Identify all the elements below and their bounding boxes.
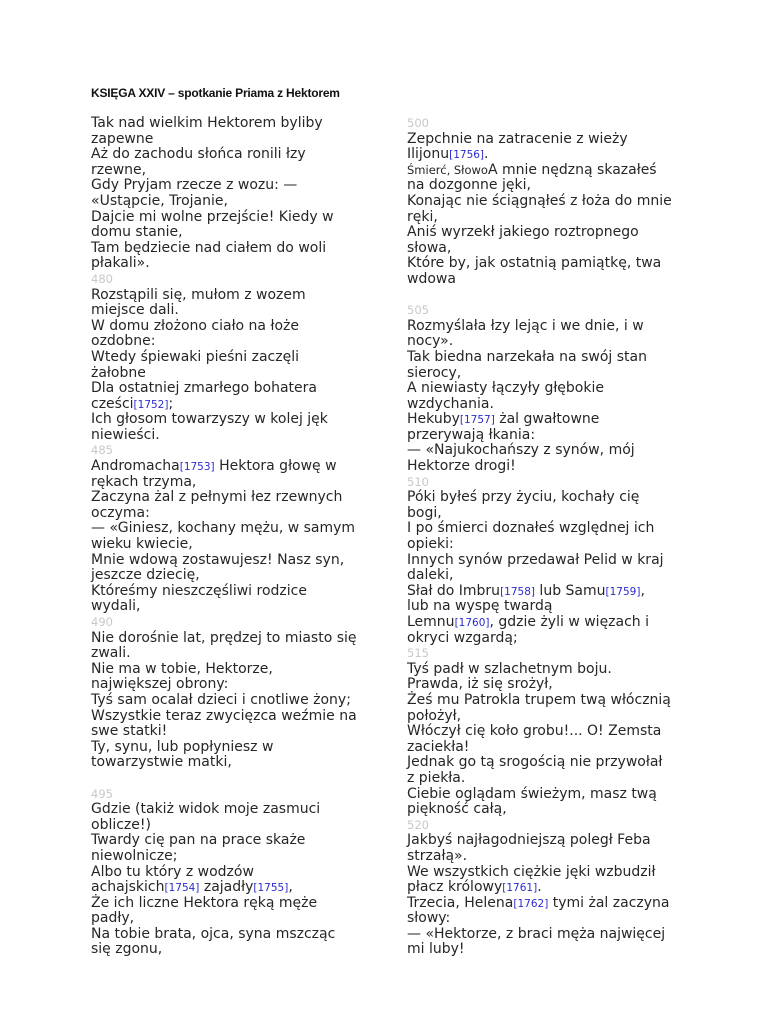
verse-line bbox=[91, 350, 371, 366]
verse-text: Trzecia, Helena bbox=[407, 894, 514, 911]
verse-text: Że ich liczne Hektora ręką męże bbox=[91, 894, 318, 911]
verse-line bbox=[407, 350, 687, 366]
verse-text: Dla ostatniej zmarłego bohatera bbox=[91, 380, 317, 397]
verse-text: Andromacha bbox=[91, 458, 180, 475]
verse-text: Aż do zachodu słońca ronili łzy bbox=[91, 146, 306, 163]
verse-line bbox=[91, 521, 371, 537]
footnote-ref[interactable]: [1762] bbox=[513, 897, 549, 910]
verse-line bbox=[407, 740, 687, 756]
verse-line bbox=[407, 288, 687, 304]
verse-line bbox=[407, 927, 687, 943]
verse-line bbox=[91, 397, 371, 413]
verse-text: piękność całą, bbox=[407, 801, 507, 818]
verse-line bbox=[407, 709, 687, 725]
verse-text: Ciebie oglądam świeżym, masz twą bbox=[407, 785, 657, 802]
verse-line bbox=[407, 272, 687, 288]
verse-text: — «Najukochańszy z synów, mój bbox=[407, 442, 635, 459]
verse-text: rękach trzyma, bbox=[91, 473, 197, 490]
verse-line bbox=[407, 490, 687, 506]
verse-text: przerywają łkania: bbox=[407, 426, 536, 443]
verse-line bbox=[91, 116, 371, 132]
verse-line bbox=[407, 599, 687, 615]
verse-text: się zgonu, bbox=[91, 941, 163, 958]
verse-text: Któreśmy nieszczęśliwi rodzice bbox=[91, 582, 307, 599]
verse-line bbox=[91, 584, 371, 600]
verse-text: Włóczył cię koło grobu!... O! Zemsta bbox=[407, 723, 662, 740]
right-column bbox=[407, 116, 687, 958]
verse-text: niewieści. bbox=[91, 426, 160, 443]
verse-text: żałobne bbox=[91, 364, 146, 381]
verse-line bbox=[91, 755, 371, 771]
verse-line bbox=[407, 880, 687, 896]
verse-text: . bbox=[537, 879, 542, 896]
verse-text: Hektorze drogi! bbox=[407, 458, 516, 475]
verse-text: . bbox=[484, 146, 489, 163]
section-title: KSIĘGA XXIV – spotkanie Priama z Hektorem bbox=[91, 86, 340, 100]
verse-text: I po śmierci doznałeś względnej ich bbox=[407, 520, 655, 537]
verse-text: «Ustąpcie, Trojanie, bbox=[91, 192, 228, 209]
verse-line bbox=[91, 319, 371, 335]
verse-line bbox=[407, 942, 687, 958]
verse-text: z piekła. bbox=[407, 769, 466, 786]
verse-line bbox=[407, 225, 687, 241]
verse-line bbox=[91, 210, 371, 226]
verse-line bbox=[91, 896, 371, 912]
verse-line bbox=[91, 677, 371, 693]
verse-text: , gdzie żyli w więzach i bbox=[489, 614, 650, 630]
verse-line bbox=[407, 381, 687, 397]
verse-text: rzewne, bbox=[91, 161, 147, 178]
verse-text: okryci wzgardą; bbox=[407, 629, 518, 646]
verse-line bbox=[91, 412, 371, 428]
verse-text: Wtedy śpiewaki pieśni zaczęli bbox=[91, 348, 299, 365]
verse-text: zwali. bbox=[91, 645, 131, 662]
verse-line bbox=[91, 288, 371, 304]
verse-text: bogi, bbox=[407, 504, 442, 521]
verse-line bbox=[407, 911, 687, 927]
verse-text: cześci bbox=[91, 395, 134, 412]
verse-line bbox=[407, 787, 687, 803]
verse-text: sierocy, bbox=[407, 364, 462, 381]
verse-text: wzdychania. bbox=[407, 395, 494, 412]
verse-text: Konając nie ściągnąłeś z łoża do mnie bbox=[407, 192, 672, 209]
verse-text: jeszcze dziecię, bbox=[91, 567, 200, 584]
verse-text: towarzystwie matki, bbox=[91, 754, 232, 771]
verse-line bbox=[91, 865, 371, 881]
verse-line bbox=[407, 771, 687, 787]
verse-line bbox=[407, 194, 687, 210]
verse-line bbox=[91, 833, 371, 849]
verse-text: W domu złożono ciało na łoże bbox=[91, 317, 299, 334]
footnote-ref[interactable]: [1753] bbox=[179, 461, 215, 474]
verse-line bbox=[91, 802, 371, 818]
line-number: 520 bbox=[407, 817, 429, 832]
verse-text: wdowa bbox=[407, 270, 456, 287]
verse-line bbox=[91, 631, 371, 647]
verse-line bbox=[91, 132, 371, 148]
verse-line bbox=[407, 553, 687, 569]
verse-line bbox=[91, 662, 371, 678]
verse-line bbox=[407, 521, 687, 537]
verse-line bbox=[407, 896, 687, 912]
verse-line bbox=[407, 256, 687, 272]
verse-line bbox=[91, 849, 371, 865]
verse-text: Ilijonu bbox=[407, 146, 450, 163]
footnote-ref[interactable]: [1754] bbox=[164, 882, 200, 895]
verse-line bbox=[407, 334, 687, 350]
verse-text: Które by, jak ostatnią pamiątkę, twa bbox=[407, 255, 662, 272]
verse-text: wydali, bbox=[91, 598, 141, 615]
verse-line bbox=[91, 553, 371, 569]
verse-text: Ty, synu, lub popłyniesz w bbox=[91, 738, 274, 755]
verse-text: słowy: bbox=[407, 910, 451, 927]
verse-line bbox=[91, 428, 371, 444]
verse-line bbox=[407, 724, 687, 740]
footnote-ref[interactable]: [1760] bbox=[454, 617, 490, 629]
verse-text: Tyś padł w szlachetnym boju. bbox=[407, 660, 612, 677]
verse-text: ; bbox=[168, 395, 174, 412]
left-column bbox=[91, 116, 371, 958]
verse-line bbox=[407, 615, 687, 631]
verse-text: , bbox=[640, 582, 645, 599]
verse-line bbox=[91, 911, 371, 927]
verse-line bbox=[407, 412, 687, 428]
verse-text: Nie ma w tobie, Hektorze, bbox=[91, 660, 273, 677]
verse-text: Tak biedna narzekała na swój stan bbox=[407, 348, 647, 365]
verse-text: tymi żal zaczyna bbox=[548, 894, 670, 911]
verse-line bbox=[407, 178, 687, 194]
verse-line bbox=[407, 537, 687, 553]
footnote-ref[interactable]: [1759] bbox=[605, 585, 641, 598]
verse-text: Póki byłeś przy życiu, kochały cię bbox=[407, 489, 640, 506]
verse-text: Zepchnie na zatracenie z wieży bbox=[407, 130, 628, 147]
verse-text: , bbox=[288, 879, 293, 896]
line-number: 480 bbox=[91, 271, 113, 286]
verse-text: Tak nad wielkim Hektorem byliby bbox=[91, 115, 323, 131]
verse-text: daleki, bbox=[407, 567, 454, 584]
verse-text: Aniś wyrzekł jakiego roztropnego bbox=[407, 224, 639, 241]
verse-line bbox=[407, 428, 687, 444]
verse-line bbox=[91, 178, 371, 194]
verse-line bbox=[91, 646, 371, 662]
verse-text: — «Giniesz, kochany mężu, w samym bbox=[91, 520, 356, 537]
verse-text: ręki, bbox=[407, 208, 438, 225]
verse-text: oczyma: bbox=[91, 504, 150, 521]
verse-text: płakali». bbox=[91, 255, 150, 272]
verse-text: niewolnicze; bbox=[91, 847, 178, 864]
verse-line bbox=[407, 584, 687, 600]
verse-line bbox=[91, 366, 371, 382]
verse-text: zajadły bbox=[199, 879, 254, 896]
verse-line bbox=[91, 459, 371, 475]
verse-line bbox=[91, 927, 371, 943]
verse-line bbox=[91, 568, 371, 584]
verse-text: oblicze!) bbox=[91, 816, 151, 833]
verse-text: Gdzie (takiż widok moje zasmuci bbox=[91, 801, 321, 818]
verse-line bbox=[91, 506, 371, 522]
verse-line bbox=[407, 319, 687, 335]
verse-line bbox=[407, 163, 687, 179]
verse-line bbox=[407, 693, 687, 709]
verse-line bbox=[407, 849, 687, 865]
verse-text: strzałą». bbox=[407, 847, 468, 864]
verse-line bbox=[407, 833, 687, 849]
verse-text: Mnie wdową zostawujesz! Nasz syn, bbox=[91, 551, 345, 568]
verse-text: A niewiasty łączyły głębokie bbox=[407, 380, 604, 397]
verse-line bbox=[91, 490, 371, 506]
footnote-ref[interactable]: [1755] bbox=[253, 882, 289, 895]
verse-line bbox=[407, 662, 687, 678]
verse-text: lub na wyspę twardą bbox=[407, 598, 553, 615]
verse-text: płacz królowy bbox=[407, 879, 503, 896]
verse-text: ozdobne: bbox=[91, 333, 156, 350]
verse-text: położył, bbox=[407, 707, 462, 724]
verse-line bbox=[91, 241, 371, 257]
verse-line bbox=[91, 147, 371, 163]
verse-text: największej obrony: bbox=[91, 676, 229, 693]
verse-line bbox=[91, 256, 371, 272]
line-number: 510 bbox=[407, 474, 429, 489]
verse-text: Rozstąpili się, mułom z wozem bbox=[91, 286, 306, 303]
verse-text: Żeś mu Patrokla trupem twą włócznią bbox=[407, 691, 671, 708]
line-number: 500 bbox=[407, 116, 429, 130]
verse-text: Lemnu bbox=[407, 614, 455, 630]
verse-line bbox=[91, 475, 371, 491]
verse-line bbox=[91, 693, 371, 709]
verse-line bbox=[91, 381, 371, 397]
verse-text: Śmierć, Słowo bbox=[407, 162, 488, 177]
verse-text: — «Hektorze, z braci męża najwięcej bbox=[407, 925, 666, 942]
verse-line bbox=[91, 225, 371, 241]
verse-line bbox=[407, 210, 687, 226]
line-number: 485 bbox=[91, 443, 113, 458]
verse-text: padły, bbox=[91, 910, 135, 927]
verse-line bbox=[91, 163, 371, 179]
verse-line bbox=[91, 880, 371, 896]
verse-text: Słał do Imbru bbox=[407, 582, 501, 599]
verse-text: Hekuby bbox=[407, 411, 460, 428]
verse-line bbox=[91, 334, 371, 350]
verse-text: zapewne bbox=[91, 130, 154, 147]
verse-text: Zaczyna żal z pełnymi łez rzewnych bbox=[91, 489, 343, 506]
verse-text: na dozgonne jęki, bbox=[407, 177, 531, 194]
verse-text: zaciekła! bbox=[407, 738, 470, 755]
verse-line bbox=[407, 459, 687, 475]
verse-text: Na tobie brata, ojca, syna mszcząc bbox=[91, 925, 336, 942]
line-number: 495 bbox=[91, 786, 113, 801]
verse-text: Ich głosom towarzyszy w kolej jęk bbox=[91, 411, 328, 428]
line-number: 505 bbox=[407, 303, 429, 318]
line-number: 490 bbox=[91, 615, 113, 629]
verse-text: słowa, bbox=[407, 239, 452, 256]
verse-line bbox=[91, 724, 371, 740]
verse-line bbox=[91, 740, 371, 756]
verse-text: mi luby! bbox=[407, 941, 465, 958]
verse-line bbox=[407, 802, 687, 818]
verse-line bbox=[407, 506, 687, 522]
verse-text: Innych synów przedawał Pelid w kraj bbox=[407, 551, 664, 568]
verse-text: domu stanie, bbox=[91, 224, 183, 241]
verse-text: opieki: bbox=[407, 536, 454, 553]
footnote-ref[interactable]: [1752] bbox=[133, 398, 169, 411]
verse-line bbox=[91, 818, 371, 834]
verse-line bbox=[91, 599, 371, 615]
verse-line bbox=[407, 755, 687, 771]
verse-line bbox=[407, 865, 687, 881]
footnote-ref[interactable]: [1758] bbox=[500, 585, 535, 598]
footnote-ref[interactable]: [1756] bbox=[449, 149, 485, 162]
verse-text: Gdy Pryjam rzecze z wozu: — bbox=[91, 177, 298, 194]
verse-text: Dajcie mi wolne przejście! Kiedy w bbox=[91, 208, 334, 225]
verse-text: Rozmyślała łzy lejąc i we dnie, i w bbox=[407, 317, 644, 334]
footnote-ref[interactable]: [1761] bbox=[502, 882, 538, 895]
verse-line bbox=[91, 771, 371, 787]
verse-line bbox=[407, 631, 687, 647]
verse-line bbox=[407, 568, 687, 584]
verse-text: Albo tu który z wodzów bbox=[91, 863, 254, 880]
verse-line bbox=[407, 241, 687, 257]
verse-text: lub Samu bbox=[534, 582, 606, 599]
verse-text: wieku kwiecie, bbox=[91, 536, 193, 553]
verse-line bbox=[91, 709, 371, 725]
verse-text: Jakbyś najłagodniejszą poległ Feba bbox=[407, 832, 651, 849]
verse-line bbox=[407, 397, 687, 413]
verse-line bbox=[91, 537, 371, 553]
line-number: 515 bbox=[407, 646, 429, 661]
verse-text: Wszystkie teraz zwycięzca weźmie na bbox=[91, 707, 357, 724]
verse-line bbox=[407, 366, 687, 382]
verse-line bbox=[91, 194, 371, 210]
verse-line bbox=[91, 303, 371, 319]
verse-text: miejsce dali. bbox=[91, 302, 179, 319]
verse-text: Nie dorośnie lat, prędzej to miasto się bbox=[91, 629, 357, 646]
verse-text: Prawda, iż się srożył, bbox=[407, 676, 553, 693]
verse-text: żal gwałtowne bbox=[494, 411, 600, 428]
verse-text: We wszystkich ciężkie jęki wzbudził bbox=[407, 863, 656, 880]
verse-line bbox=[91, 942, 371, 958]
verse-text: Twardy cię pan na prace skaże bbox=[91, 832, 306, 849]
footnote-ref[interactable]: [1757] bbox=[459, 414, 495, 427]
verse-line bbox=[407, 443, 687, 459]
verse-line bbox=[407, 132, 687, 148]
verse-text: Tam będziecie nad ciałem do woli bbox=[91, 239, 327, 256]
verse-text: achajskich bbox=[91, 879, 165, 896]
verse-text: Hektora głowę w bbox=[214, 458, 337, 475]
verse-text: nocy». bbox=[407, 333, 454, 350]
verse-text: swe statki! bbox=[91, 723, 168, 740]
verse-line bbox=[407, 677, 687, 693]
verse-text: Jednak go tą srogością nie przywołał bbox=[407, 754, 663, 771]
verse-text: A mnie nędzną skazałeś bbox=[487, 161, 657, 178]
verse-text: Tyś sam ocalał dzieci i cnotliwe żony; bbox=[91, 691, 351, 708]
verse-line bbox=[407, 147, 687, 163]
